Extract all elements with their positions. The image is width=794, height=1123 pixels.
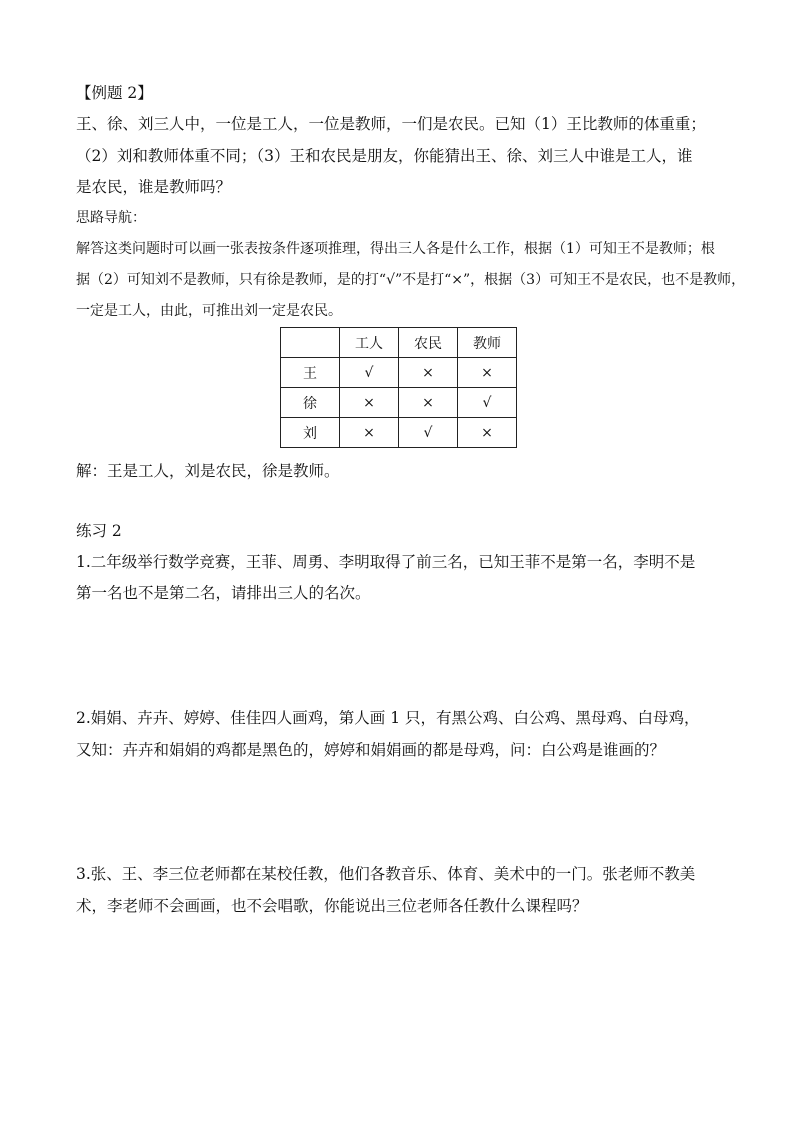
table-cell: × [458,358,517,388]
question-1-line-1: 1.二年级举行数学竞赛，王菲、周勇、李明取得了前三名，已知王菲不是第一名，李明不是 [76,553,696,571]
hint-line-3: 一定是工人，由此，可推出刘一定是农民。 [76,303,342,319]
table-header-cell: 农民 [399,328,458,358]
example-heading: 【例题 2】 [76,84,153,102]
table-row [281,358,517,388]
table-row-label: 刘 [281,418,340,448]
table-header-cell: 教师 [458,328,517,358]
table-cell: × [340,418,399,448]
reasoning-table [280,327,517,448]
table-cell: × [399,388,458,418]
answer-line: 解：王是工人，刘是农民，徐是教师。 [76,462,340,480]
question-1-line-2: 第一名也不是第二名，请排出三人的名次。 [76,584,371,602]
exercise-heading: 练习 2 [76,522,122,540]
table-header-cell: 工人 [340,328,399,358]
table-cell: √ [399,418,458,448]
question-2-line-1: 2.娟娟、卉卉、婷婷、佳佳四人画鸡，第人画 1 只，有黑公鸡、白公鸡、黑母鸡、白母鸡， [76,709,700,727]
table-cell: × [458,418,517,448]
question-2-line-2: 又知：卉卉和娟娟的鸡都是黑色的，婷婷和娟娟画的都是母鸡，问：白公鸡是谁画的？ [76,741,666,759]
table-header-row [281,328,517,358]
table-cell: √ [458,388,517,418]
table-row-label: 徐 [281,388,340,418]
question-3-line-1: 3.张、王、李三位老师都在某校任教，他们各教音乐、体育、美术中的一门。张老师不教美 [76,865,696,883]
hint-line-2: 据（2）可知刘不是教师，只有徐是教师，是的打“√”不是打“×”，根据（3）可知王不是农民，也不是教师， [76,272,746,288]
problem-line-2: （2）刘和教师体重不同；（3）王和农民是朋友，你能猜出王、徐、刘三人中谁是工人，谁 [76,147,693,165]
question-3-line-2: 术，李老师不会画画，也不会唱歌，你能说出三位老师各任教什么课程吗？ [76,897,588,915]
problem-line-3: 是农民，谁是教师吗？ [76,178,232,196]
table-cell [281,328,340,358]
table-row [281,418,517,448]
table-row-label: 王 [281,358,340,388]
table-cell: × [340,388,399,418]
table-cell: × [399,358,458,388]
problem-line-1: 王、徐、刘三人中，一位是工人，一位是教师，一们是农民。已知（1）王比教师的体重重； [76,115,706,133]
hint-line-1: 解答这类问题时可以画一张表按条件逐项推理，得出三人各是什么工作，根据（1）可知王不是教师；根 [76,241,715,257]
hint-label: 思路导航： [76,210,146,226]
table-cell: √ [340,358,399,388]
table-row [281,388,517,418]
